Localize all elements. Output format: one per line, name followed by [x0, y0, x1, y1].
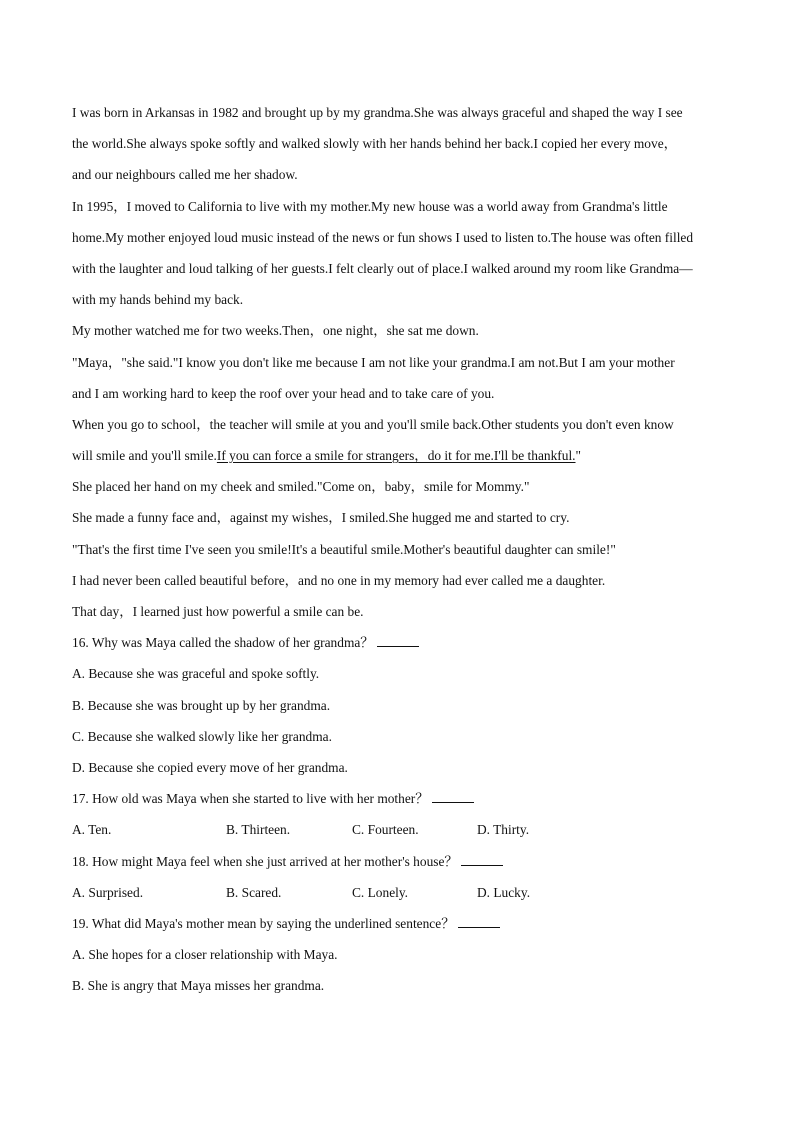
option-c: C. Lonely. — [352, 884, 409, 900]
paragraph-7: She made a funny face and，against my wishes，I smiled.She hugged me and started to cry. — [72, 510, 570, 526]
answer-blank[interactable] — [458, 914, 500, 928]
options-row — [72, 818, 732, 849]
answer-blank[interactable] — [432, 789, 474, 803]
question-stem: 19. What did Maya's mother mean by saying the underlined sentence？ — [72, 915, 455, 931]
question-stem: 18. How might Maya feel when she just arrived at her mother's house？ — [72, 853, 458, 869]
paragraph-9: I had never been called beautiful before，and no one in my memory had ever called me a daughter. — [72, 572, 606, 588]
option-b: B. Because she was brought up by her grandma. — [72, 697, 331, 713]
paragraph-10: That day，I learned just how powerful a smile can be. — [72, 604, 364, 619]
option-b: B. Thirteen. — [226, 822, 291, 838]
text-line: the world.She always spoke softly and walked slowly with her hands behind her back.I copied her every move， — [72, 136, 678, 152]
paragraph-6: She placed her hand on my cheek and smiled."Come on，baby，smile for Mommy." — [72, 479, 530, 495]
paragraph-5 — [72, 413, 732, 475]
paragraph-1 — [72, 101, 732, 195]
option-a: A. Because she was graceful and spoke softly. — [72, 666, 320, 682]
text-line — [72, 444, 732, 475]
question-19 — [72, 912, 732, 1006]
text-span: " — [575, 448, 581, 464]
question-18 — [72, 850, 732, 912]
option-d: D. Thirty. — [477, 822, 530, 838]
text-span: will smile and you'll smile. — [72, 448, 217, 464]
option-c: C. Fourteen. — [352, 822, 419, 838]
question-stem: 17. How old was Maya when she started to live with her mother？ — [72, 791, 429, 807]
answer-blank[interactable] — [461, 852, 503, 866]
text-line: home.My mother enjoyed loud music instead of the news or fun shows I used to listen to.The house was often filled — [72, 229, 694, 245]
question-stem: 16. Why was Maya called the shadow of her grandma？ — [72, 635, 374, 651]
text-line: When you go to school，the teacher will smile at you and you'll smile back.Other students you don't even know — [72, 416, 674, 432]
text-line: with my hands behind my back. — [72, 292, 244, 308]
question-17 — [72, 787, 732, 849]
option-a: A. She hopes for a closer relationship with Maya. — [72, 947, 338, 963]
answer-blank[interactable] — [377, 633, 419, 647]
text-line: and our neighbours called me her shadow. — [72, 167, 298, 183]
paragraph-8: "That's the first time I've seen you smile!It's a beautiful smile.Mother's beautiful daughter can smile!" — [72, 541, 616, 557]
option-a: A. Ten. — [72, 822, 112, 838]
option-b: B. She is angry that Maya misses her grandma. — [72, 978, 325, 994]
option-d: D. Lucky. — [477, 884, 531, 900]
text-line: I was born in Arkansas in 1982 and brought up by my grandma.She was always graceful and shaped the way I see — [72, 105, 683, 120]
document-page — [72, 101, 732, 1005]
text-line: In 1995，I moved to California to live with my mother.My new house was a world away from Grandma's little — [72, 198, 668, 214]
option-a: A. Surprised. — [72, 884, 144, 900]
text-line: with the laughter and loud talking of her guests.I felt clearly out of place.I walked around my room like Grandma— — [72, 260, 693, 276]
paragraph-4 — [72, 351, 732, 413]
options-row — [72, 881, 732, 912]
option-c: C. Because she walked slowly like her grandma. — [72, 728, 332, 744]
option-d: D. Because she copied every move of her grandma. — [72, 759, 348, 775]
text-line: and I am working hard to keep the roof over your head and to take care of you. — [72, 385, 495, 401]
option-b: B. Scared. — [226, 884, 282, 900]
question-16 — [72, 631, 732, 787]
underlined-sentence: If you can force a smile for strangers，do it for me.I'll be thankful. — [216, 448, 576, 464]
paragraph-3: My mother watched me for two weeks.Then，one night，she sat me down. — [72, 323, 479, 339]
text-line: "Maya，"she said."I know you don't like me because I am not like your grandma.I am not.But I am your mother — [72, 354, 675, 370]
paragraph-2 — [72, 195, 732, 320]
